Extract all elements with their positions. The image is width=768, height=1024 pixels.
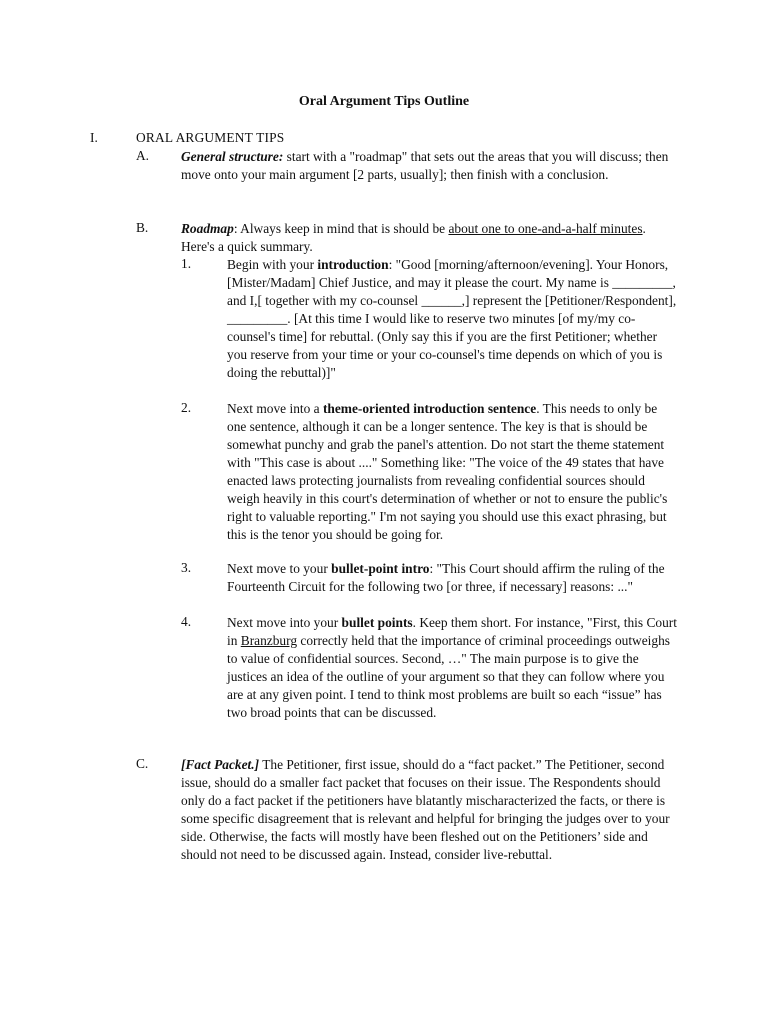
list-item-1-number: 1. (181, 256, 192, 271)
subsection-c-lead: [Fact Packet.] (181, 757, 260, 772)
list-item-3-text (227, 560, 677, 596)
list-item-4-post: correctly held that the importance of criminal proceedings outweighs to value of confidential sources. Second, …" The main purpose is to give the justices an idea of the outline of your argument so that they can follow where you are at any given point. I tend to think most problems are built so each “issue” has two broad points that can be discussed. (227, 633, 670, 720)
list-item-2-bold: theme-oriented introduction sentence (322, 401, 537, 416)
subsection-b-underlined: about one to one-and-a-half minutes (448, 221, 643, 236)
section-numeral: I. (90, 130, 98, 145)
list-item-2-text (227, 400, 677, 544)
list-item-1-bold: introduction (317, 257, 389, 272)
list-item-1-post: : "Good [morning/afternoon/evening]. Your Honors, [Mister/Madam] Chief Justice, and may it please the court. My name is _________, and I,[ together with my co-counsel ______,] represent the [Petitioner/Respondent], _________. [At this time I would like to reserve two minutes [of my/my co-counsel's time] for rebuttal. (Only say this if you are the first Petitioner; whether you reserve from your time or your co-counsel's time depends on which of you is doing the rebuttal)]" (227, 257, 677, 380)
subsection-a-label: A. (136, 148, 150, 163)
list-item-3-bold: bullet-point intro (331, 561, 430, 576)
subsection-b-text (181, 220, 676, 256)
list-item-3-number: 3. (181, 560, 192, 575)
list-item-2-number: 2. (181, 400, 192, 415)
list-item-4-number: 4. (181, 614, 192, 629)
list-item-3-post: : "This Court should affirm the ruling of the Fourteenth Circuit for the following two [or three, if necessary] reasons: ..." (227, 561, 665, 594)
subsection-c-body: The Petitioner, first issue, should do a “fact packet.” The Petitioner, second issue, should do a smaller fact packet that focuses on their issue. The Respondents should only do a fact packet if the petitioners have blatantly mischaracterized the facts, or there is some specific disagreement that is relevant and helpful for bringing the judges over to your side. Otherwise, the facts will mostly have been fleshed out on the Petitioners’ side and should not need to be discussed again. Instead, consider live-rebuttal. (181, 757, 670, 862)
subsection-c-label: C. (136, 756, 149, 771)
list-item-4-mid: . Keep them short. For instance, "First, this Court in (227, 615, 677, 648)
document-title: Oral Argument Tips Outline (298, 94, 470, 109)
list-item-1-text (227, 256, 677, 382)
list-item-1-pre: Begin with your (227, 257, 318, 272)
subsection-b-body-before: : Always keep in mind that is should be (233, 221, 449, 236)
list-item-3-pre: Next move to your (227, 561, 332, 576)
list-item-2-post: . This needs to only be one sentence, although it can be a longer sentence. The key is that is should be somewhat punchy and grab the panel's attention. Do not start the theme statement with "This case is about ...." Something like: "The voice of the 49 states that have enacted laws protecting journalists from revealing confidential sources should weigh heavily in this court's determination of whether or not to ensure the public's right to valuable reporting." I'm not saying you should use this exact phrasing, but this is the tenor you should be going for. (227, 401, 668, 542)
subsection-b-lead: Roadmap (181, 221, 234, 236)
list-item-4-pre: Next move into your (227, 615, 342, 630)
subsection-a-body: start with a "roadmap" that sets out the areas that you will discuss; then move onto your main argument [2 parts, usually]; then finish with a conclusion. (181, 149, 669, 182)
list-item-4-bold: bullet points (341, 615, 413, 630)
list-item-4-underlined: Branzburg (240, 633, 298, 648)
list-item-4-text (227, 614, 677, 722)
list-item-2-pre: Next move into a (227, 401, 323, 416)
subsection-a-lead: General structure: (181, 149, 284, 164)
subsection-b-label: B. (136, 220, 149, 235)
section-heading: ORAL ARGUMENT TIPS (136, 130, 285, 145)
subsection-c-text (181, 756, 676, 864)
subsection-a-text (181, 148, 676, 184)
subsection-b-body-after: . Here's a quick summary. (181, 221, 646, 254)
